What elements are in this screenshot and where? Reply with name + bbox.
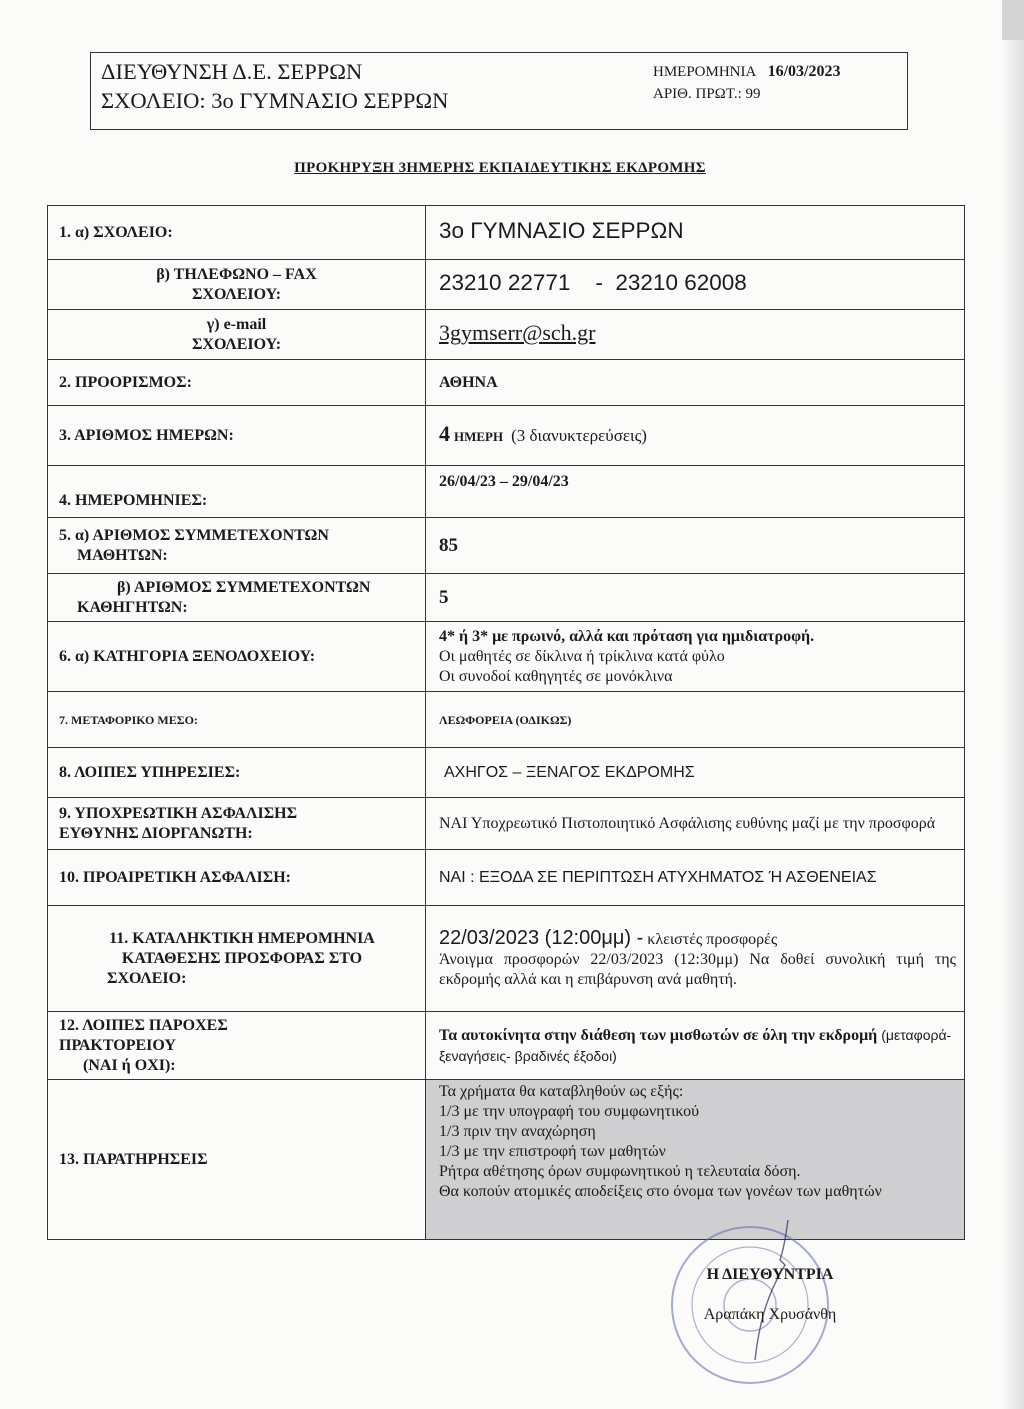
transport-label: 7. ΜΕΤΑΦΟΡΙΚΟ ΜΕΣΟ: bbox=[48, 692, 426, 748]
remarks-line: 1/3 με την υπογραφή του συμφωνητικού bbox=[439, 1103, 700, 1120]
destination-label: 2. ΠΡΟΟΡΙΣΜΟΣ: bbox=[48, 360, 426, 406]
date-label: ΗΜΕΡΟΜΗΝΙΑ bbox=[653, 64, 757, 80]
protocol-line bbox=[653, 83, 840, 105]
remarks-line: Θα κοπούν ατομικές αποδείξεις στο όνομα των γονέων των μαθητών bbox=[439, 1183, 882, 1200]
date-value: 16/03/2023 bbox=[767, 63, 841, 80]
hotel-value: 4* ή 3* με πρωινό, αλλά και πρόταση για ημιδιατροφή. Οι μαθητές σε δίκλινα ή τρίκλινα κατά φύλο Οι συνοδοί καθηγητές σε μονόκλινα bbox=[426, 622, 965, 692]
hotel-label: 6. α) ΚΑΤΗΓΟΡΙΑ ΞΕΝΟΔΟΧΕΙΟΥ: bbox=[48, 622, 426, 692]
table-row bbox=[48, 206, 965, 260]
remarks-label: 13. ΠΑΡΑΤΗΡΗΣΕΙΣ bbox=[48, 1080, 426, 1240]
header-left bbox=[101, 57, 448, 115]
transport-value: ΛΕΩΦΟΡΕΙΑ (ΟΔΙΚΩΣ) bbox=[426, 692, 965, 748]
table-row bbox=[48, 622, 965, 692]
dates-value: 26/04/23 – 29/04/23 bbox=[426, 466, 965, 518]
document-title: ΠΡΟΚΗΡΥΞΗ 3ΗΜΕΡΗΣ ΕΚΠΑΙΔΕΥΤΙΚΗΣ ΕΚΔΡΟΜΗΣ bbox=[294, 160, 706, 176]
agency-label: 12. ΛΟΙΠΕΣ ΠΑΡΟΧΕΣ ΠΡΑΚΤΟΡΕΙΟΥ (ΝΑΙ ή ΟΧΙ): bbox=[48, 1012, 426, 1080]
email-value: 3gymserr@sch.gr bbox=[426, 310, 965, 360]
table-row bbox=[48, 360, 965, 406]
header-right bbox=[653, 61, 840, 105]
table-row bbox=[48, 466, 965, 518]
destination-value: ΑΘΗΝΑ bbox=[426, 360, 965, 406]
table-row bbox=[48, 748, 965, 798]
days-value: 4 ΗΜΕΡΗ (3 διανυκτερεύσεις) bbox=[426, 406, 965, 466]
services-value: ΑΧΗΓΟΣ – ΞΕΝΑΓΟΣ ΕΚΔΡΟΜΗΣ bbox=[426, 748, 965, 798]
table-row bbox=[48, 798, 965, 850]
mandatory-insurance-label: 9. ΥΠΟΧΡΕΩΤΙΚΗ ΑΣΦΑΛΙΣΗΣ ΕΥΘΥΝΗΣ ΔΙΟΡΓΑΝΩΤΗ: bbox=[48, 798, 426, 850]
table-row bbox=[48, 906, 965, 1012]
table-row bbox=[48, 850, 965, 906]
deadline-label: 11. ΚΑΤΑΛΗΚΤΙΚΗ ΗΜΕΡΟΜΗΝΙΑ ΚΑΤΑΘΕΣΗΣ ΠΡΟΣΦΟΡΑΣ ΣΤΟ ΣΧΟΛΕΙΟ: bbox=[48, 906, 426, 1012]
protocol-value: 99 bbox=[745, 86, 761, 102]
table-row bbox=[48, 1012, 965, 1080]
days-label: 3. ΑΡΙΘΜΟΣ ΗΜΕΡΩΝ: bbox=[48, 406, 426, 466]
school-value: 3ο ΓΥΜΝΑΣΙΟ ΣΕΡΡΩΝ bbox=[426, 206, 965, 260]
school-name: ΣΧΟΛΕΙΟ: 3ο ΓΥΜΝΑΣΙΟ ΣΕΡΡΩΝ bbox=[101, 88, 449, 113]
remarks-line: Τα χρήματα θα καταβληθούν ως εξής: bbox=[439, 1083, 684, 1100]
teachers-label: β) ΑΡΙΘΜΟΣ ΣΥΜΜΕΤΕΧΟΝΤΩΝ ΚΑΘΗΓΗΤΩΝ: bbox=[48, 574, 426, 622]
header-box bbox=[90, 52, 908, 130]
deadline-value: 22/03/2023 (12:00μμ) - κλειστές προσφορές Άνοιγμα προσφορών 22/03/2023 (12:30μμ) Να δοθεί συνολική τιμή της εκδρομής αλλά και η επιβάρυνση ανά μαθητή. bbox=[426, 906, 965, 1012]
signature-block bbox=[680, 1262, 860, 1328]
services-label: 8. ΛΟΙΠΕΣ ΥΠΗΡΕΣΙΕΣ: bbox=[48, 748, 426, 798]
date-line bbox=[653, 61, 840, 83]
students-label: 5. α) ΑΡΙΘΜΟΣ ΣΥΜΜΕΤΕΧΟΝΤΩΝ ΜΑΘΗΤΩΝ: bbox=[48, 518, 426, 574]
teachers-value: 5 bbox=[426, 574, 965, 622]
students-value: 85 bbox=[426, 518, 965, 574]
scan-edge-mark bbox=[1002, 0, 1024, 40]
directorate-name: ΔΙΕΥΘΥΝΣΗ Δ.Ε. ΣΕΡΡΩΝ bbox=[101, 59, 363, 84]
school-label: 1. α) ΣΧΟΛΕΙΟ: bbox=[48, 206, 426, 260]
scan-edge-shadow bbox=[1002, 0, 1024, 1409]
optional-insurance-label: 10. ΠΡΟΑΙΡΕΤΙΚΗ ΑΣΦΑΛΙΣΗ: bbox=[48, 850, 426, 906]
optional-insurance-value: ΝΑΙ : ΕΞΟΔΑ ΣΕ ΠΕΡΙΠΤΩΣΗ ΑΤΥΧΗΜΑΤΟΣ Ή ΑΣΘΕΝΕΙΑΣ bbox=[426, 850, 965, 906]
table-row bbox=[48, 518, 965, 574]
remarks-line: 1/3 πριν την αναχώρηση bbox=[439, 1123, 596, 1140]
table-row bbox=[48, 574, 965, 622]
remarks-line: Ρήτρα αθέτησης όρων συμφωνητικού η τελευταία δόση. bbox=[439, 1163, 801, 1180]
signature-name: Αραπάκη Χρυσάνθη bbox=[703, 1306, 837, 1323]
signature-role: Η ΔΙΕΥΘΥΝΤΡΙΑ bbox=[706, 1266, 834, 1283]
table-row bbox=[48, 310, 965, 360]
dates-label: 4. ΗΜΕΡΟΜΗΝΙΕΣ: bbox=[48, 466, 426, 518]
phone-value: 23210 22771 - 23210 62008 bbox=[426, 260, 965, 310]
email-label: γ) e-mail ΣΧΟΛΕΙΟΥ: bbox=[48, 310, 426, 360]
mandatory-insurance-value: ΝΑΙ Υποχρεωτικό Πιστοποιητικό Ασφάλισης ευθύνης μαζί με την προσφορά bbox=[426, 798, 965, 850]
protocol-label: ΑΡΙΘ. ΠΡΩΤ.: bbox=[653, 86, 742, 102]
table-row bbox=[48, 260, 965, 310]
phone-label: β) ΤΗΛΕΦΩΝΟ – FAX ΣΧΟΛΕΙΟΥ: bbox=[48, 260, 426, 310]
table-row bbox=[48, 406, 965, 466]
table-row bbox=[48, 1080, 965, 1240]
remarks-list bbox=[439, 1082, 956, 1202]
remarks-line: 1/3 με την επιστροφή των μαθητών bbox=[439, 1143, 666, 1160]
trip-details-table bbox=[47, 205, 965, 1240]
remarks-value bbox=[426, 1080, 965, 1240]
agency-value: Τα αυτοκίνητα στην διάθεση των μισθωτών σε όλη την εκδρομή (μεταφορά- ξεναγήσεις- βραδινές έξοδοι) bbox=[426, 1012, 965, 1080]
table-row bbox=[48, 692, 965, 748]
